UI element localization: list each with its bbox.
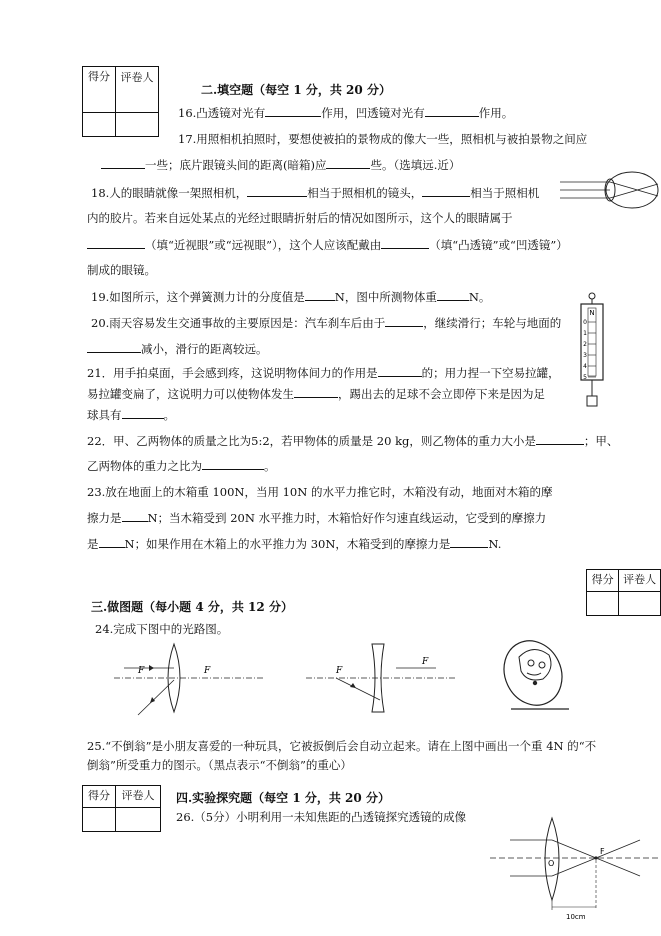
grader-label: 评卷人 bbox=[116, 786, 161, 808]
gauge-tick-label: 0 bbox=[583, 319, 587, 326]
focus-label-left: F bbox=[336, 666, 343, 676]
spring-scale-diagram bbox=[576, 292, 608, 412]
question-22-line1: 22．甲、乙两物体的质量之比为5:2，若甲物体的质量是 20 kg，则乙物体的重力大小是 ；甲、 bbox=[87, 434, 619, 448]
question-20-line2: 减小，滑行的距离较远。 bbox=[87, 341, 268, 357]
answer-blank[interactable] bbox=[87, 341, 141, 353]
gauge-unit: N bbox=[589, 309, 595, 317]
score-box-2 bbox=[586, 569, 661, 616]
question-21-line3: 球具有 。 bbox=[87, 408, 175, 422]
center-of-gravity-dot bbox=[533, 681, 537, 685]
focus-label-right: F bbox=[204, 666, 211, 676]
score-cell[interactable] bbox=[587, 592, 619, 616]
grader-cell[interactable] bbox=[116, 808, 161, 832]
question-23-line3: 是 N；如果作用在木箱上的水平推力为 30N，木箱受到的摩擦力是 N. bbox=[87, 537, 502, 551]
answer-blank[interactable] bbox=[265, 105, 321, 117]
score-label: 得分 bbox=[83, 786, 116, 808]
answer-blank[interactable] bbox=[437, 289, 469, 301]
answer-blank[interactable] bbox=[425, 105, 479, 117]
score-box-3 bbox=[82, 785, 161, 832]
score-cell[interactable] bbox=[83, 113, 116, 137]
answer-blank[interactable] bbox=[536, 433, 584, 445]
answer-blank[interactable] bbox=[378, 365, 422, 377]
question-18-line4: 制成的眼镜。 bbox=[87, 263, 156, 277]
question-19: 19.如图所示，这个弹簧测力计的分度值是 N，图中所测物体重 N。 bbox=[91, 290, 491, 304]
answer-blank[interactable] bbox=[305, 289, 335, 301]
answer-blank[interactable] bbox=[381, 237, 429, 249]
focus-label-right: F bbox=[422, 657, 429, 667]
score-box-1 bbox=[82, 66, 159, 137]
answer-blank[interactable] bbox=[99, 536, 125, 548]
grader-label: 评卷人 bbox=[116, 67, 159, 113]
grader-cell[interactable] bbox=[116, 113, 159, 137]
answer-blank[interactable] bbox=[202, 458, 264, 470]
grader-cell[interactable] bbox=[619, 592, 661, 616]
question-25-line1: 25.“不倒翁”是小朋友喜爱的一种玩具，它被扳倒后会自动立起来。请在上图中画出一个重 4N 的“不 bbox=[87, 739, 597, 753]
grader-label: 评卷人 bbox=[619, 570, 661, 592]
answer-blank[interactable] bbox=[247, 185, 307, 197]
concave-lens-diagram bbox=[306, 640, 456, 720]
question-21-line2: 易拉罐变扁了，这说明力可以使物体发生 ，踢出去的足球不会立即停下来是因为足 bbox=[87, 387, 545, 401]
tumbler-toy-diagram bbox=[497, 633, 577, 715]
question-18-line1: 18.人的眼睛就像一架照相机， 相当于照相机的镜头， 相当于照相机 bbox=[91, 186, 540, 200]
question-24: 24.完成下图中的光路图。 bbox=[95, 622, 229, 636]
question-21-line1: 21．用手拍桌面，手会感到疼，这说明物体间力的作用是 的；用力捏一下空易拉罐， bbox=[87, 366, 560, 380]
question-17-line2: 一些；底片跟镜头间的距离(暗箱)应 些。（选填远.近） bbox=[101, 157, 460, 173]
gauge-tick-label: 3 bbox=[583, 352, 587, 359]
question-25-line2: 倒翁”所受重力的图示。（黑点表示“不倒翁”的重心） bbox=[87, 758, 352, 772]
section3-title: 三.做图题（每小题 4 分，共 12 分） bbox=[91, 600, 293, 614]
question-23-line2: 擦力是 N；当木箱受到 20N 水平推力时，木箱恰好作匀速直线运动，它受到的摩擦力 bbox=[87, 511, 547, 525]
question-16: 16.凸透镜对光有 作用，凹透镜对光有 作用。 bbox=[178, 106, 514, 120]
answer-blank[interactable] bbox=[87, 237, 145, 249]
score-cell[interactable] bbox=[83, 808, 116, 832]
section2-title: 二.填空题（每空 1 分，共 20 分） bbox=[201, 83, 391, 97]
section4-title: 四.实验探究题（每空 1 分，共 20 分） bbox=[176, 791, 390, 805]
question-23-line1: 23.放在地面上的木箱重 100N，当用 10N 的水平力推它时，木箱没有动，地面对木箱的摩 bbox=[87, 485, 553, 499]
answer-blank[interactable] bbox=[122, 407, 164, 419]
focal-length-diagram bbox=[490, 818, 658, 922]
answer-blank[interactable] bbox=[122, 510, 148, 522]
gauge-tick-label: 4 bbox=[583, 363, 587, 370]
distance-label: 10cm bbox=[566, 913, 586, 921]
answer-blank[interactable] bbox=[101, 157, 145, 169]
optical-center-label: O bbox=[548, 859, 555, 868]
answer-blank[interactable] bbox=[326, 157, 370, 169]
score-label: 得分 bbox=[587, 570, 619, 592]
convex-lens-diagram bbox=[114, 640, 264, 720]
question-18-line2: 内的胶片。若来自远处某点的光经过眼睛折射后的情况如图所示，这个人的眼睛属于 bbox=[87, 211, 513, 225]
focus-label: F bbox=[600, 847, 605, 856]
eye-diagram bbox=[560, 170, 660, 210]
answer-blank[interactable] bbox=[422, 185, 470, 197]
question-17-line1: 17.用照相机拍照时，要想使被拍的景物成的像大一些，照相机与被拍景物之间应 bbox=[178, 132, 588, 146]
question-20-line1: 20.雨天容易发生交通事故的主要原因是：汽车刹车后由于 ，继续滑行；车轮与地面的 bbox=[91, 316, 562, 330]
focus-label-left: F bbox=[138, 666, 145, 676]
question-18-line3: （填“近视眼”或“远视眼”），这个人应该配戴由 （填“凸透镜”或“凹透镜”） bbox=[87, 237, 568, 253]
gauge-tick-label: 2 bbox=[583, 341, 587, 348]
answer-blank[interactable] bbox=[294, 386, 338, 398]
score-label: 得分 bbox=[83, 67, 116, 113]
gauge-tick-label: 5 bbox=[583, 374, 587, 381]
answer-blank[interactable] bbox=[450, 536, 488, 548]
question-22-line2: 乙两物体的重力之比为 。 bbox=[87, 459, 276, 473]
answer-blank[interactable] bbox=[385, 315, 423, 327]
question-26: 26.（5分）小明利用一未知焦距的凸透镜探究透镜的成像 bbox=[176, 810, 467, 824]
gauge-tick-label: 1 bbox=[583, 330, 587, 337]
